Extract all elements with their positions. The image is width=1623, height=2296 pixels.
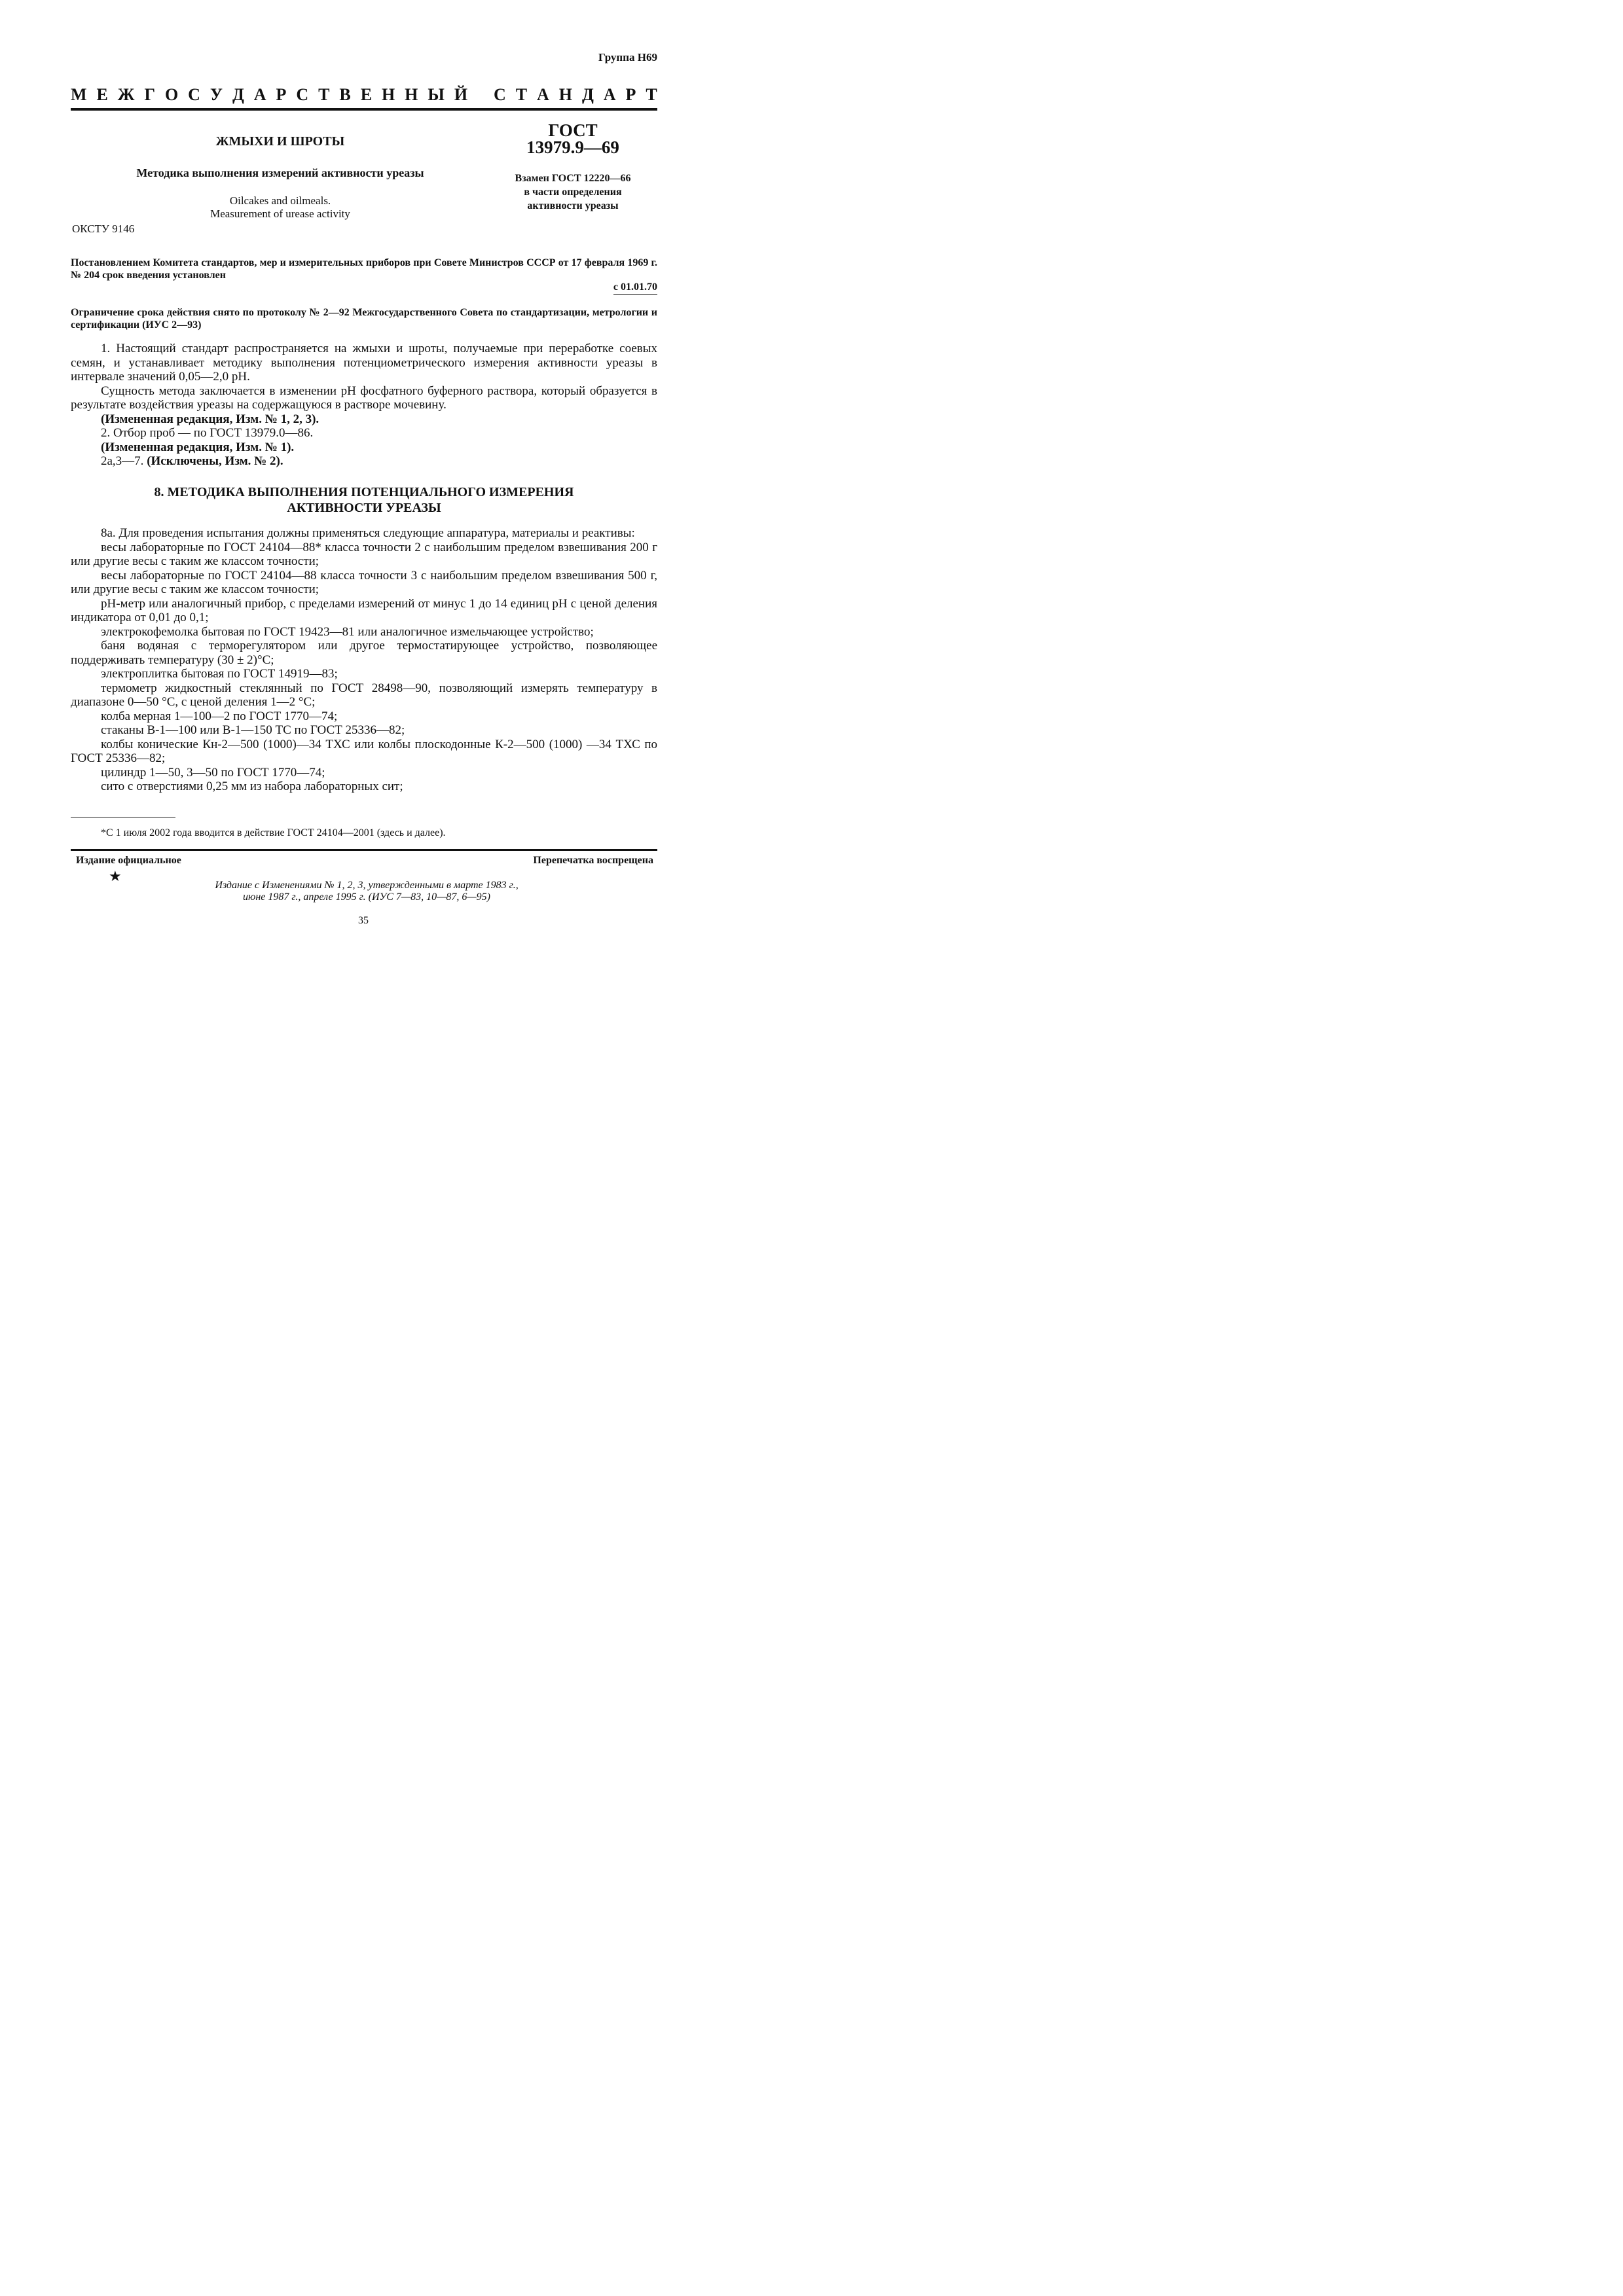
apparatus-item: цилиндр 1—50, 3—50 по ГОСТ 1770—74; [101, 765, 325, 780]
banner-letter: Р [625, 85, 636, 104]
footer-rule [71, 849, 657, 851]
section-heading [71, 484, 657, 516]
banner-letter: Д [581, 85, 594, 104]
gost-label: ГОСТ [548, 120, 598, 140]
banner-letter: Ж [117, 85, 135, 104]
apparatus-list [71, 526, 657, 794]
apparatus-item: колбы конические Кн-2—500 (1000)—34 ТХС или колбы плоскодонные К-2—500 (1000) —34 ТХС по ГОСТ 25336—82; [71, 737, 657, 765]
amendment-note: (Измененная редакция, Изм. № 1). [101, 440, 295, 454]
document-subtitle: Методика выполнения измерений активности уреазы [136, 166, 424, 179]
apparatus-intro: 8а. Для проведения испытания должны применяться следующие аппаратура, материалы и реактивы: [101, 526, 635, 540]
banner-letter: А [537, 85, 549, 104]
banner-letter: А [253, 85, 266, 104]
page-number: 35 [358, 915, 369, 926]
banner-letter: М [71, 85, 87, 104]
paragraph-excluded [71, 454, 657, 469]
revisions-line2: июне 1987 г., апреле 1995 г. (ИУС 7—83, 10—87, 6—95) [243, 891, 490, 903]
banner-letter: Н [558, 85, 572, 104]
apparatus-item: термометр жидкостный стеклянный по ГОСТ 28498—90, позволяющий измерять температуру в диапазоне 0—50 °С, с ценой деления 1—2 °С; [71, 681, 657, 709]
banner-letter: Н [381, 85, 395, 104]
banner-letter: Т [318, 85, 330, 104]
banner-letter: С [493, 85, 506, 104]
banner-letter: Т [515, 85, 528, 104]
banner-letter: Е [360, 85, 373, 104]
apparatus-item: весы лабораторные по ГОСТ 24104—88 класса точности 3 с наибольшим пределом взвешивания 500 г, или другие весы с таким же классом точности; [71, 568, 657, 596]
apparatus-item: весы лабораторные по ГОСТ 24104—88* класса точности 2 с наибольшим пределом взвешивания 200 г или другие весы с таким же классом точности; [71, 540, 657, 568]
star-icon: ★ [109, 868, 122, 884]
banner-letter: Е [96, 85, 108, 104]
gost-number: 13979.9—69 [526, 137, 619, 157]
apparatus-item: рН-метр или аналогичный прибор, с пределами измерений от минус 1 до 14 единиц рН с ценой деления индикатора от 0,01 до 0,1; [71, 596, 657, 624]
apparatus-item: колба мерная 1—100—2 по ГОСТ 1770—74; [101, 709, 338, 723]
replaces-line3: активности уреазы [527, 200, 619, 211]
revisions-note [151, 880, 583, 903]
banner-letter: С [296, 85, 309, 104]
replaces-note [484, 171, 661, 213]
apparatus-item: стаканы В-1—100 или В-1—150 ТС по ГОСТ 25336—82; [101, 723, 405, 737]
apparatus-item: электроплитка бытовая по ГОСТ 14919—83; [101, 667, 338, 681]
document-page [0, 0, 727, 1026]
document-title: ЖМЫХИ И ШРОТЫ [215, 134, 345, 149]
banner-letter: У [210, 85, 223, 104]
okstu-code: ОКСТУ 9146 [72, 223, 135, 235]
header-rule [71, 108, 657, 111]
title-block [71, 128, 490, 221]
section-heading-line1: 8. МЕТОДИКА ВЫПОЛНЕНИЯ ПОТЕНЦИАЛЬНОГО ИЗМЕРЕНИЯ [154, 485, 574, 499]
effective-date: с 01.01.70 [613, 281, 657, 295]
banner-letter: Й [454, 85, 468, 104]
reprint-prohibited-label: Перепечатка воспрещена [533, 855, 653, 866]
intro-body [71, 342, 657, 469]
paragraph-essence: Сущность метода заключается в изменении рН фосфатного буферного раствора, который образуется в результате воздействия уреазы на содержащуюся в растворе мочевину. [71, 384, 657, 412]
english-title [71, 194, 490, 221]
banner-letter: В [339, 85, 351, 104]
section-heading-line2: АКТИВНОСТИ УРЕАЗЫ [287, 501, 441, 515]
replaces-line1: Взамен ГОСТ 12220—66 [515, 173, 631, 184]
gost-designation [484, 122, 661, 213]
banner-gap [477, 85, 484, 105]
apparatus-item: баня водяная с терморегулятором или другое термостатирующее устройство, позволяющее поддерживать температуру (30 ± 2)°С; [71, 639, 657, 667]
replaces-line2: в части определения [524, 187, 622, 198]
banner-letter: Д [232, 85, 244, 104]
english-title-line2: Measurement of urease activity [210, 207, 350, 220]
limitation-note: Ограничение срока действия снято по протоколу № 2—92 Межгосударственного Совета по стандартизации, метрологии и сертификации (ИУС 2—93) [71, 307, 657, 331]
footnote: *С 1 июля 2002 года вводится в действие ГОСТ 24104—2001 (здесь и далее). [101, 827, 446, 838]
amendment-note: (Измененная редакция, Изм. № 1, 2, 3). [101, 412, 319, 426]
banner-letter: Ы [428, 85, 445, 104]
standard-banner [71, 85, 657, 105]
banner-letter: Н [405, 85, 418, 104]
banner-letter: Т [646, 85, 657, 104]
official-edition-label: Издание официальное [76, 855, 181, 866]
banner-letter: Р [276, 85, 287, 104]
apparatus-item: электрокофемолка бытовая по ГОСТ 19423—81 или аналогичное измельчающее устройство; [101, 624, 594, 639]
apparatus-item: сито с отверстиями 0,25 мм из набора лабораторных сит; [101, 780, 403, 793]
group-code: Группа Н69 [598, 51, 657, 63]
paragraph-scope: 1. Настоящий стандарт распространяется на жмыхи и шроты, получаемые при переработке соевых семян, и устанавливает методику выполнения потенциометрического измерения активности уреазы в интервале значений 0,05—2,0 рН. [71, 342, 657, 384]
banner-letter: Г [144, 85, 156, 104]
english-title-line1: Oilcakes and oilmeals. [229, 194, 331, 207]
excluded-note: (Исключены, Изм. № 2). [147, 454, 283, 468]
banner-letter: С [188, 85, 200, 104]
decree-text: Постановлением Комитета стандартов, мер и измерительных приборов при Совете Министров СССР от 17 февраля 1969 г. № 204 срок введения установлен [71, 257, 657, 281]
banner-letter: А [603, 85, 616, 104]
excluded-items: 2а,3—7. [101, 454, 147, 468]
banner-letter: О [164, 85, 179, 104]
revisions-line1: Издание с Изменениями № 1, 2, 3, утвержденными в марте 1983 г., [215, 880, 519, 891]
paragraph-sampling: 2. Отбор проб — по ГОСТ 13979.0—86. [101, 426, 314, 440]
